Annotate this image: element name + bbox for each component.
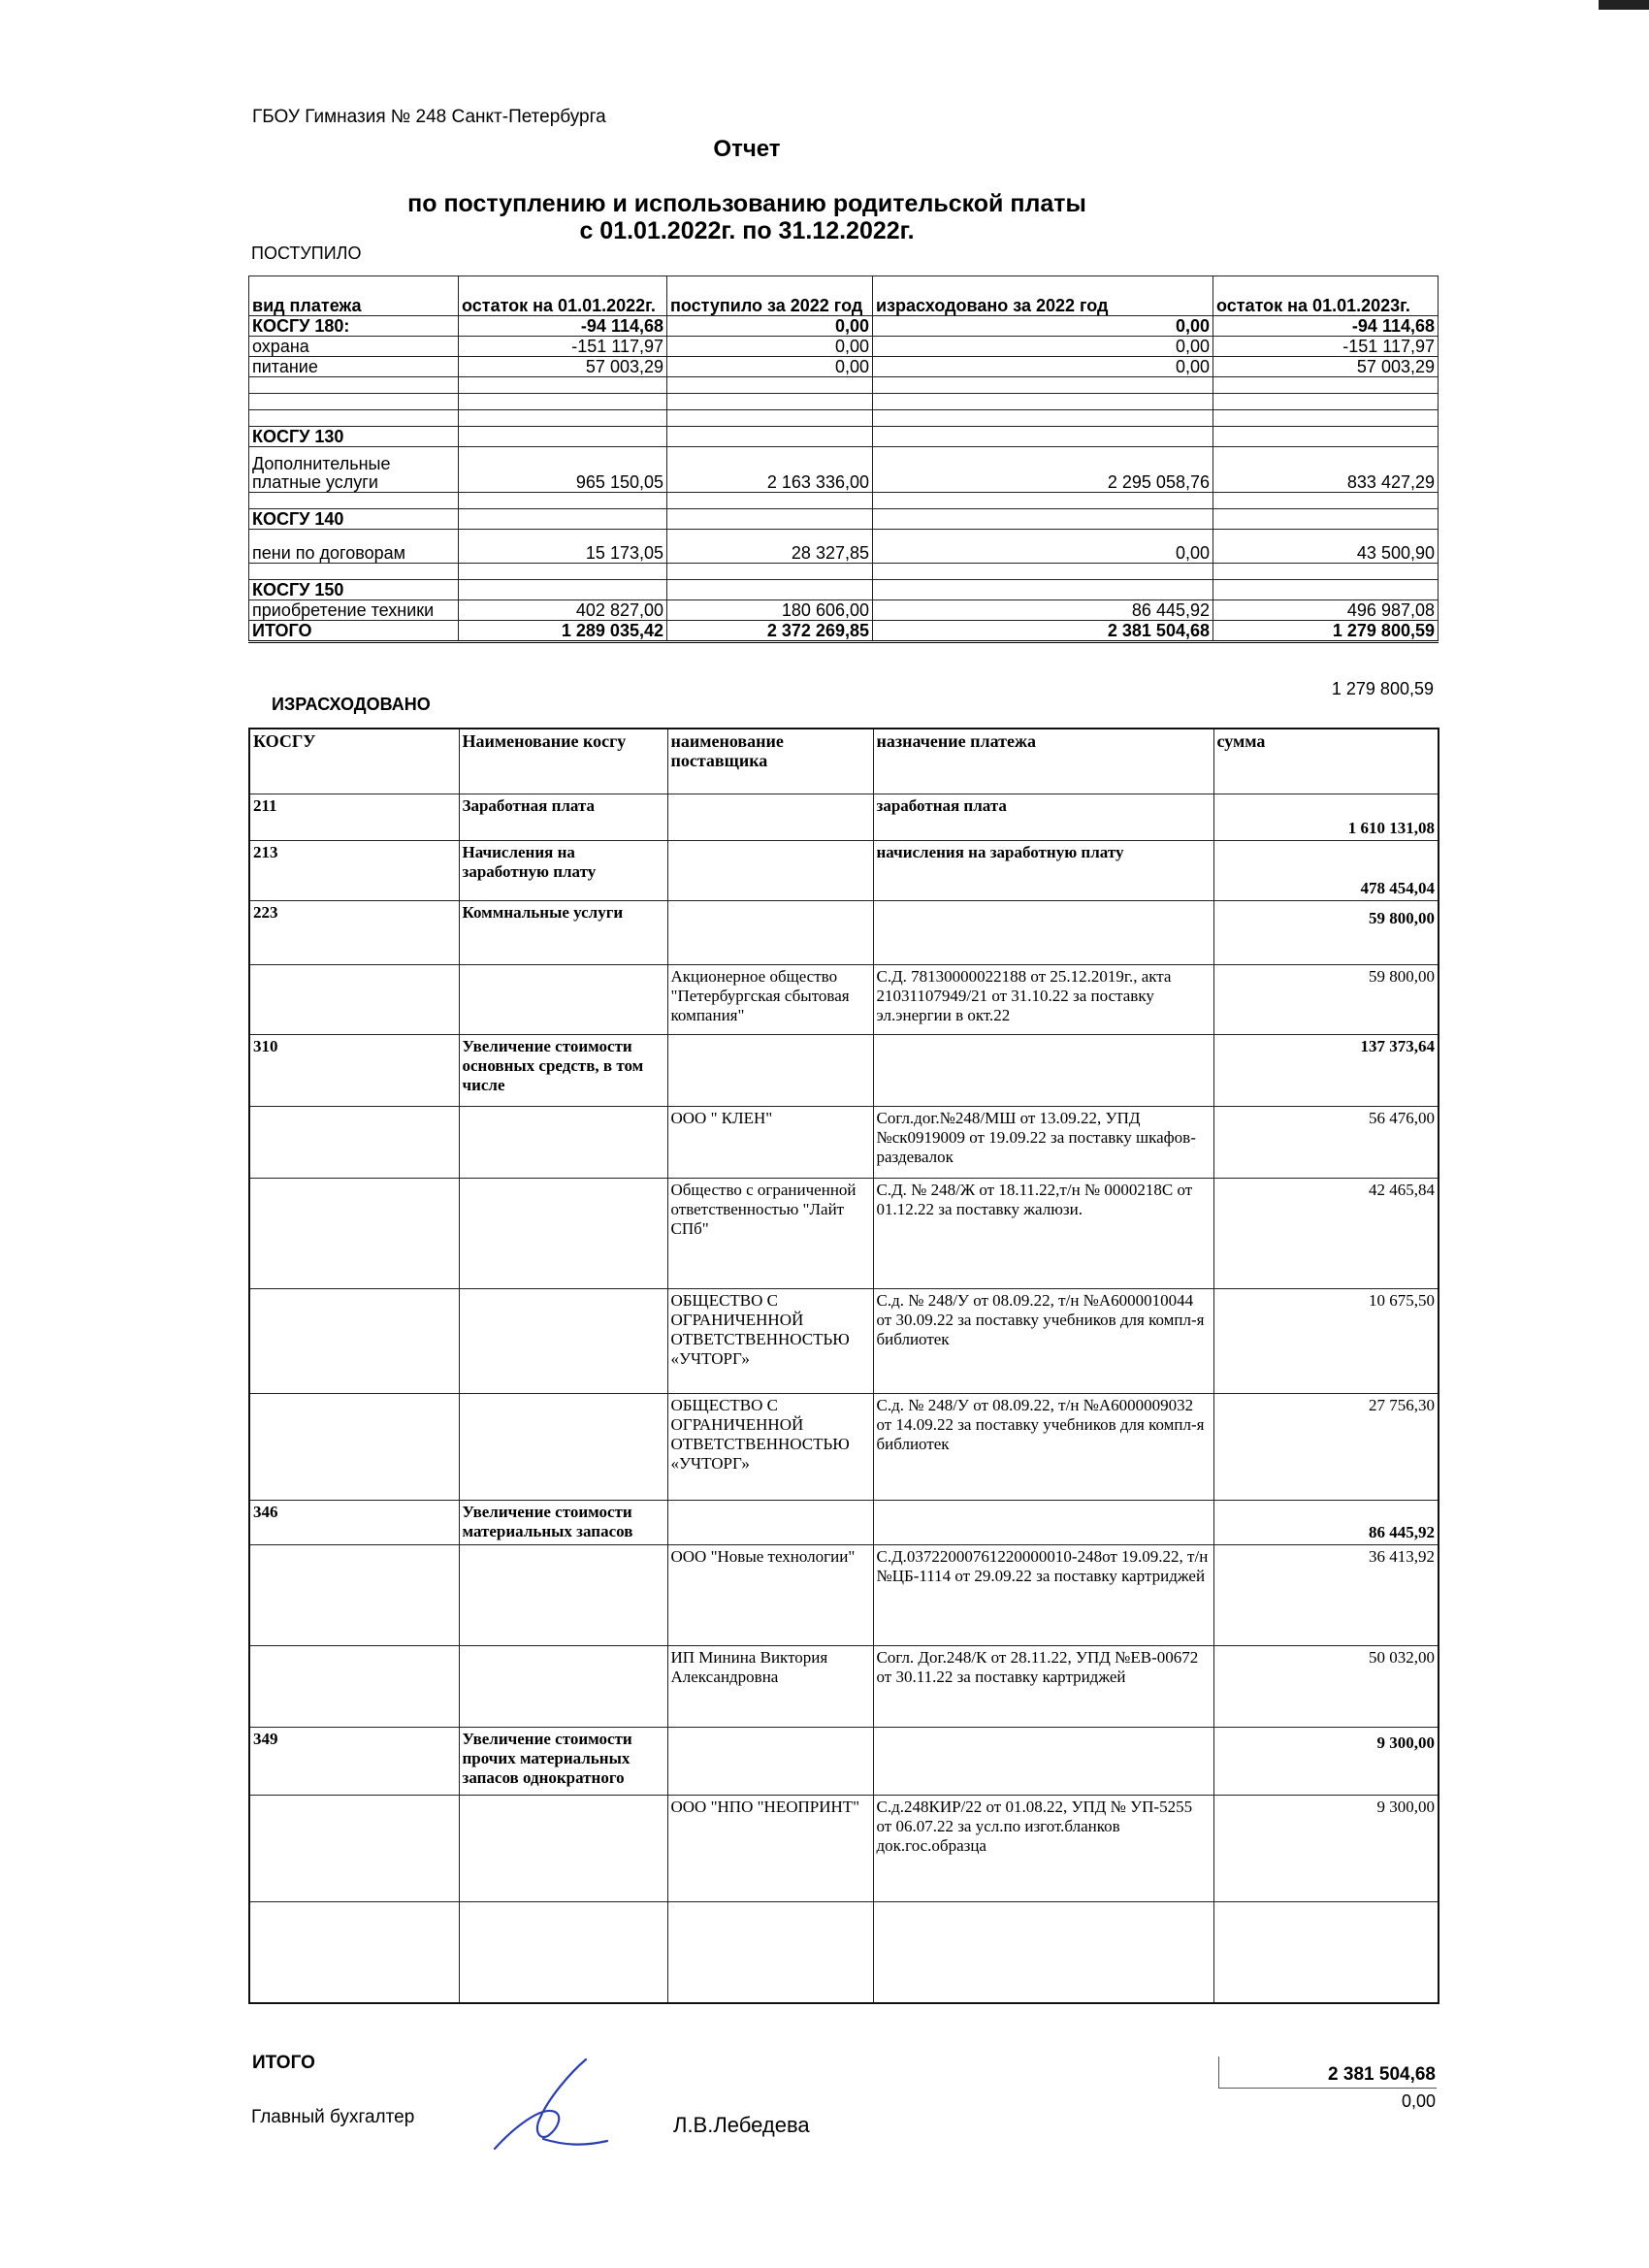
income-cell: 1 289 035,42: [459, 621, 667, 642]
spent-col-header: наименование поставщика: [667, 729, 873, 794]
spent-cell: Заработная плата: [459, 794, 667, 841]
income-cell: 57 003,29: [1213, 357, 1439, 377]
spent-cell: [873, 1728, 1213, 1796]
spent-cell: [249, 1107, 459, 1179]
difference-value: 0,00: [1401, 2091, 1436, 2111]
income-cell: приобретение техники: [249, 600, 459, 621]
spent-cell: [873, 1035, 1213, 1107]
income-cell: 0,00: [667, 316, 873, 337]
organization-name: ГБОУ Гимназия № 248 Санкт-Петербурга: [252, 107, 606, 127]
spent-cell: [249, 1646, 459, 1728]
income-cell: 0,00: [667, 337, 873, 357]
income-cell: -151 117,97: [1213, 337, 1439, 357]
spent-cell: 59 800,00: [1213, 965, 1439, 1035]
spent-row: [249, 965, 1439, 1035]
income-row: [249, 316, 1439, 337]
income-cell: -94 114,68: [1213, 316, 1439, 337]
scan-edge-mark: [1599, 0, 1649, 10]
income-cell: 28 327,85: [667, 530, 873, 564]
income-row: [249, 447, 1439, 493]
income-row: [249, 600, 1439, 621]
income-table: [248, 275, 1439, 643]
spent-cell: [667, 841, 873, 901]
income-row: [249, 357, 1439, 377]
income-cell: 496 987,08: [1213, 600, 1439, 621]
spent-cell: [873, 1501, 1213, 1545]
income-cell: 965 150,05: [459, 447, 667, 493]
income-cell: -151 117,97: [459, 337, 667, 357]
spent-cell: 137 373,64: [1213, 1035, 1439, 1107]
income-col-header: вид платежа: [249, 276, 459, 316]
income-cell: Дополнительные платные услуги: [249, 447, 459, 493]
spent-cell: 310: [249, 1035, 459, 1107]
income-row: [249, 530, 1439, 564]
itogo-label: ИТОГО: [252, 2053, 315, 2073]
spent-cell: 223: [249, 901, 459, 965]
spent-cell: [459, 1394, 667, 1501]
spent-header-row: [249, 729, 1439, 794]
spent-cell: [667, 1035, 873, 1107]
spent-row: [249, 1501, 1439, 1545]
spent-cell: [667, 901, 873, 965]
spent-row: [249, 1646, 1439, 1728]
income-cell: КОСГУ 150: [249, 580, 459, 600]
income-cell: 0,00: [873, 337, 1213, 357]
spent-cell: С.д. № 248/У от 08.09.22, т/н №А6000009032 от 14.09.22 за поставку учебников для компл-я библиотек: [873, 1394, 1213, 1501]
spent-cell: [459, 1179, 667, 1289]
spent-cell: [667, 794, 873, 841]
spent-col-header: Наименование косгу: [459, 729, 667, 794]
spent-cell: Согл.дог.№248/МШ от 13.09.22, УПД №ск0919009 от 19.09.22 за поставку шкафов-раздевалок: [873, 1107, 1213, 1179]
spent-cell: ОБЩЕСТВО С ОГРАНИЧЕННОЙ ОТВЕТСТВЕННОСТЬЮ «УЧТОРГ»: [667, 1289, 873, 1394]
income-cell: 0,00: [873, 530, 1213, 564]
income-cell: 2 381 504,68: [873, 621, 1213, 642]
spent-row: [249, 901, 1439, 965]
spent-cell: [249, 1545, 459, 1646]
spent-row: [249, 1107, 1439, 1179]
spent-cell: [249, 1179, 459, 1289]
income-col-header: остаток на 01.01.2022г.: [459, 276, 667, 316]
spent-cell: Начисления на заработную плату: [459, 841, 667, 901]
spent-cell: 349: [249, 1728, 459, 1796]
spent-row: [249, 1394, 1439, 1501]
income-cell: охрана: [249, 337, 459, 357]
spent-cell: 36 413,92: [1213, 1545, 1439, 1646]
spent-cell: [249, 1289, 459, 1394]
spent-cell: начисления на заработную плату: [873, 841, 1213, 901]
itogo-value: 2 381 504,68: [1328, 2064, 1436, 2085]
income-cell: 833 427,29: [1213, 447, 1439, 493]
income-cell: КОСГУ 130: [249, 427, 459, 447]
income-cell: 0,00: [873, 357, 1213, 377]
spent-row: [249, 1728, 1439, 1796]
spent-cell: ООО "НПО "НЕОПРИНТ": [667, 1796, 873, 1902]
spent-cell: [667, 1728, 873, 1796]
spent-col-header: сумма: [1213, 729, 1439, 794]
spent-cell: ОБЩЕСТВО С ОГРАНИЧЕННОЙ ОТВЕТСТВЕННОСТЬЮ «УЧТОРГ»: [667, 1394, 873, 1501]
signature-icon: [485, 2052, 621, 2158]
spent-row: [249, 1179, 1439, 1289]
income-cell: 0,00: [873, 316, 1213, 337]
income-row: [249, 580, 1439, 600]
spent-cell: 213: [249, 841, 459, 901]
spent-cell: Акционерное общество "Петербургская сбытовая компания": [667, 965, 873, 1035]
report-subtitle: по поступлению и использованию родительской платы: [407, 190, 1086, 217]
spent-cell: С.д.248КИР/22 от 01.08.22, УПД № УП-5255 от 06.07.22 за усл.по изгот.бланков док.гос.образца: [873, 1796, 1213, 1902]
spent-cell: [249, 1796, 459, 1902]
income-col-header: остаток на 01.01.2023г.: [1213, 276, 1439, 316]
income-col-header: поступило за 2022 год: [667, 276, 873, 316]
income-section-label: ПОСТУПИЛО: [251, 243, 362, 263]
spent-col-header: КОСГУ: [249, 729, 459, 794]
spent-row: [249, 1796, 1439, 1902]
spent-cell: С.д. № 248/У от 08.09.22, т/н №А6000010044 от 30.09.22 за поставку учебников для компл-я библиотек: [873, 1289, 1213, 1394]
spent-row: [249, 841, 1439, 901]
spent-cell: ИП Минина Виктория Александровна: [667, 1646, 873, 1728]
spent-cell: 42 465,84: [1213, 1179, 1439, 1289]
income-cell: КОСГУ 180:: [249, 316, 459, 337]
spent-cell: 86 445,92: [1213, 1501, 1439, 1545]
income-cell: ИТОГО: [249, 621, 459, 642]
income-cell: 57 003,29: [459, 357, 667, 377]
spent-cell: [459, 1796, 667, 1902]
spent-cell: 56 476,00: [1213, 1107, 1439, 1179]
spent-row: [249, 1545, 1439, 1646]
spent-cell: 59 800,00: [1213, 901, 1439, 965]
income-blank-row: [249, 493, 1439, 509]
spent-cell: [249, 965, 459, 1035]
spent-blank-row: [249, 1902, 1439, 2003]
spent-cell: 27 756,30: [1213, 1394, 1439, 1501]
spent-cell: Согл. Дог.248/К от 28.11.22, УПД №ЕВ-00672 от 30.11.22 за поставку картриджей: [873, 1646, 1213, 1728]
spent-cell: Коммнальные услуги: [459, 901, 667, 965]
income-cell: 86 445,92: [873, 600, 1213, 621]
income-row: [249, 427, 1439, 447]
income-blank-row: [249, 410, 1439, 427]
spent-cell: 10 675,50: [1213, 1289, 1439, 1394]
income-blank-row: [249, 377, 1439, 394]
spent-cell: Увеличение стоимости основных средств, в том числе: [459, 1035, 667, 1107]
accountant-name: Л.В.Лебедева: [673, 2113, 810, 2137]
income-cell: -94 114,68: [459, 316, 667, 337]
spent-col-header: назначение платежа: [873, 729, 1213, 794]
income-cell: 2 372 269,85: [667, 621, 873, 642]
spent-cell: [459, 1545, 667, 1646]
spent-cell: Общество с ограниченной ответственностью "Лайт СПб": [667, 1179, 873, 1289]
income-cell: 2 163 336,00: [667, 447, 873, 493]
spent-cell: 9 300,00: [1213, 1728, 1439, 1796]
income-blank-row: [249, 394, 1439, 410]
spent-row: [249, 1289, 1439, 1394]
income-cell: питание: [249, 357, 459, 377]
spent-row: [249, 794, 1439, 841]
income-cell: КОСГУ 140: [249, 509, 459, 530]
income-check-value: 1 279 800,59: [1331, 679, 1434, 698]
spent-cell: [459, 1646, 667, 1728]
spent-cell: С.Д.03722000761220000010-248от 19.09.22, т/н №ЦБ-1114 от 29.09.22 за поставку картриджей: [873, 1545, 1213, 1646]
income-total-row: [249, 621, 1439, 642]
spent-table: [248, 728, 1439, 2004]
income-cell: пени по договорам: [249, 530, 459, 564]
spent-cell: ООО "Новые технологии": [667, 1545, 873, 1646]
spent-cell: заработная плата: [873, 794, 1213, 841]
income-row: [249, 509, 1439, 530]
report-period: с 01.01.2022г. по 31.12.2022г.: [579, 217, 915, 244]
accountant-label: Главный бухгалтер: [251, 2107, 415, 2127]
income-cell: 0,00: [667, 357, 873, 377]
spent-cell: 478 454,04: [1213, 841, 1439, 901]
income-col-header: израсходовано за 2022 год: [873, 276, 1213, 316]
income-cell: 15 173,05: [459, 530, 667, 564]
spent-cell: 211: [249, 794, 459, 841]
spent-row: [249, 1035, 1439, 1107]
spent-cell: С.Д. № 248/Ж от 18.11.22,т/н № 0000218С от 01.12.22 за поставку жалюзи.: [873, 1179, 1213, 1289]
income-cell: 2 295 058,76: [873, 447, 1213, 493]
income-blank-row: [249, 564, 1439, 580]
spent-cell: [873, 901, 1213, 965]
spent-cell: [459, 965, 667, 1035]
spent-cell: 1 610 131,08: [1213, 794, 1439, 841]
spent-cell: 50 032,00: [1213, 1646, 1439, 1728]
spent-cell: 9 300,00: [1213, 1796, 1439, 1902]
spent-cell: [459, 1107, 667, 1179]
spent-section-label: ИЗРАСХОДОВАНО: [272, 695, 431, 714]
spent-cell: [667, 1501, 873, 1545]
spent-cell: Увеличение стоимости материальных запасов: [459, 1501, 667, 1545]
spent-cell: 346: [249, 1501, 459, 1545]
spent-cell: С.Д. 78130000022188 от 25.12.2019г., акта 21031107949/21 от 31.10.22 за поставку эл.энергии в окт.22: [873, 965, 1213, 1035]
income-row: [249, 337, 1439, 357]
spent-cell: [459, 1289, 667, 1394]
income-cell: 402 827,00: [459, 600, 667, 621]
income-cell: 43 500,90: [1213, 530, 1439, 564]
report-title: Отчет: [713, 136, 781, 162]
spent-cell: ООО " КЛЕН": [667, 1107, 873, 1179]
income-cell: 1 279 800,59: [1213, 621, 1439, 642]
spent-cell: Увеличение стоимости прочих материальных запасов однократного: [459, 1728, 667, 1796]
income-cell: 180 606,00: [667, 600, 873, 621]
income-header-row: [249, 276, 1439, 316]
spent-cell: [249, 1394, 459, 1501]
